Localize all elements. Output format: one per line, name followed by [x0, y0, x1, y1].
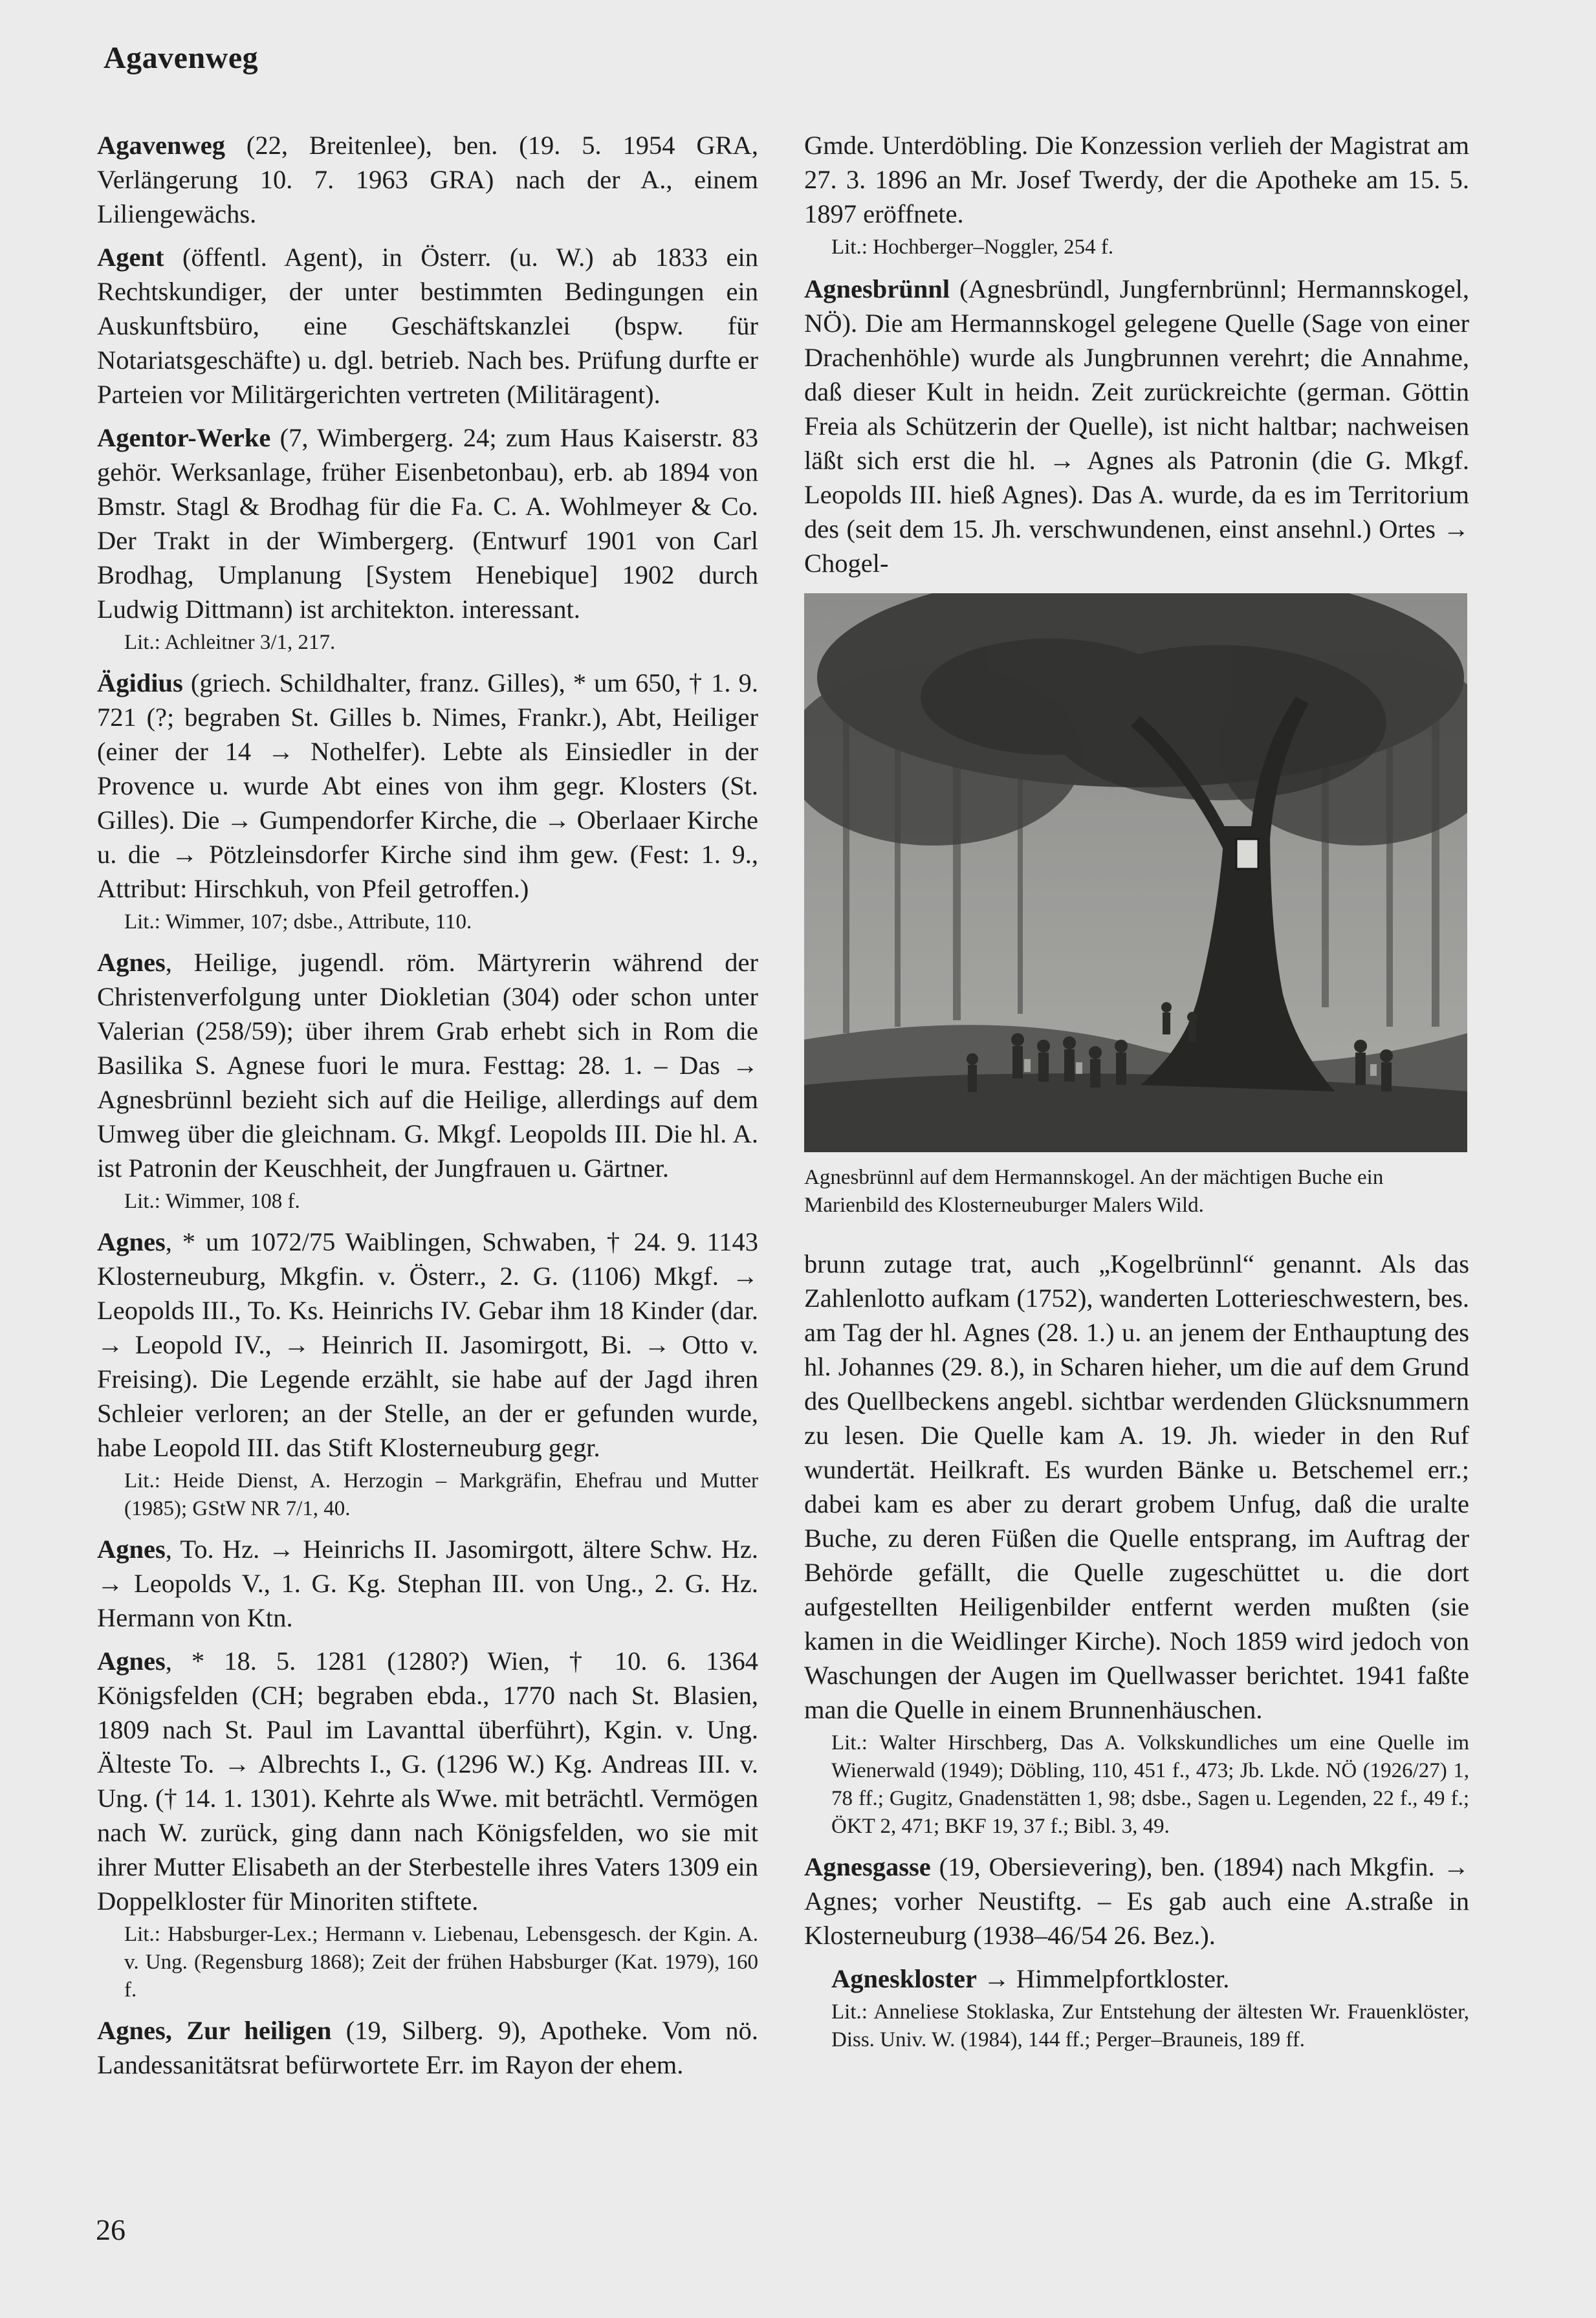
headword: Agentor-Werke	[97, 423, 271, 452]
entry-text: → Himmelpfortkloster.	[977, 1964, 1230, 1993]
right-column	[804, 128, 1469, 2063]
headword: Agnesbrünnl	[804, 274, 950, 303]
entry-agnesgasse	[804, 1850, 1469, 1952]
headword: Agnes	[97, 1227, 166, 1256]
entry-text: , Heilige, jugendl. röm. Märtyrerin während der Christenverfolgung unter Diokletian (304) oder schon unter Valerian (258/59); über ihrem Grab erhebt sich in Rom die Basilika S. Agnese fuori le mura. Festtag: 28. 1. – Das → Agnesbrünnl bezieht sich auf die Heilige, allerdings auf dem Umweg über die gleichnam. G. Mkgf. Leopolds III. Die hl. A. ist Patronin der Keuschheit, der Jungfrauen u. Gärtner.	[97, 948, 758, 1183]
headword: Agnes	[97, 1646, 166, 1676]
entry-agnes-hz	[97, 1532, 758, 1635]
headword: Agnes	[97, 948, 166, 977]
entry-text: (19, Obersievering), ben. (1894) nach Mkgfin. → Agnes; vorher Neustiftg. – Es gab auch eine A.straße in Klosterneuburg (1938–46/54 26. Bez.).	[804, 1852, 1469, 1950]
entry-agentor-werke	[97, 421, 758, 657]
headword: Agent	[97, 243, 164, 272]
entry-text: Gmde. Unterdöbling. Die Konzession verlieh der Magistrat am 27. 3. 1896 an Mr. Josef Twerdy, der die Apotheke am 15. 5. 1897 eröffnete.	[804, 131, 1469, 228]
page-number: 26	[96, 2213, 126, 2246]
entry-text: , * um 1072/75 Waiblingen, Schwaben, † 24. 9. 1143 Klosterneuburg, Mkgfin. v. Österr., 2. G. (1106) Mkgf. → Leopolds III., To. Ks. Heinrichs IV. Gebar ihm 18 Kinder (dar. → Leopold IV., → Heinrich II. Jasomirgott, Bi. → Otto v. Freising). Die Legende erzählt, sie habe auf der Jagd ihren Schleier verloren; an der Stelle, an der er gefunden wurde, habe Leopold III. das Stift Klosterneuburg gegr.	[97, 1227, 758, 1462]
headword: Agneskloster	[831, 1964, 977, 1993]
entry-text: (19, Silberg. 9), Apotheke. Vom nö. Landessanitätsrat befürwortete Err. im Rayon der ehem.	[97, 2016, 759, 2079]
entry-text: , To. Hz. → Heinrichs II. Jasomirgott, ältere Schw. Hz. → Leopolds V., 1. G. Kg. Stephan III. von Ung., 2. G. Hz. Hermann von Ktn.	[97, 1535, 758, 1632]
literature-reference: Lit.: Heide Dienst, A. Herzogin – Markgräfin, Ehefrau und Mutter (1985); GStW NR 7/1, 40.	[124, 1469, 758, 1520]
headword: Agavenweg	[97, 131, 225, 160]
entry-agnes-apotheke	[97, 2013, 758, 2082]
entry-agnes-mkgfin	[97, 1225, 758, 1523]
entry-aegidius	[97, 666, 758, 936]
literature-reference: Lit.: Achleitner 3/1, 217.	[124, 631, 336, 654]
left-column	[97, 128, 758, 2091]
engraving-illustration	[804, 593, 1467, 1152]
entry-agavenweg	[97, 128, 758, 231]
entry-text: (22, Breitenlee), ben. (19. 5. 1954 GRA, Verlängerung 10. 7. 1963 GRA) nach der A., einem Liliengewächs.	[97, 131, 758, 228]
entry-text: (griech. Schildhalter, franz. Gilles), * um 650, † 1. 9. 721 (?; begraben St. Gilles b. Nimes, Frankr.), Abt, Heiliger (einer der 14 → Nothelfer). Lebte als Einsiedler in der Provence u. wurde Abt eines von ihm gegr. Klosters (St. Gilles). Die → Gumpendorfer Kirche, die → Oberlaaer Kirche u. die → Pötzleinsdorfer Kirche sind ihm gew. (Fest: 1. 9., Attribut: Hirschkuh, von Pfeil getroffen.)	[97, 668, 758, 903]
entry-agneskloster	[804, 1962, 1469, 2054]
headword: Agnes	[97, 1535, 166, 1564]
literature-reference: Lit.: Hochberger–Noggler, 254 f.	[831, 235, 1114, 259]
entry-agnesbruennl-continued	[804, 1247, 1469, 1841]
entry-text: (Agnesbründl, Jungfernbrünnl; Hermannskogel, NÖ). Die am Hermannskogel gelegene Quelle (Sage von einer Drachenhöhle) wurde als Jungbrunnen verehrt; die Annahme, daß dieser Kult in heidn. Zeit zurückreichte (german. Göttin Freia als Schützerin der Quelle), ist nicht haltbar; nachweisen läßt sich erst die hl. → Agnes als Patronin (die G. Mkgf. Leopolds III. hieß Agnes). Das A. wurde, da es im Territorium des (seit dem 15. Jh. verschwundenen, einst ansehnl.) Ortes → Chogel-	[804, 274, 1469, 578]
entry-text: (öffentl. Agent), in Österr. (u. W.) ab 1833 ein Rechtskundiger, der unter bestimmten Bedingungen ein Auskunftsbüro, eine Geschäftskanzlei (bspw. für Notariatsgeschäfte) u. dgl. betrieb. Nach bes. Prüfung durfte er Parteien vor Militärgerichten vertreten (Militäragent).	[97, 243, 758, 409]
engraving-illustration-drawing	[804, 593, 1467, 1152]
literature-reference: Lit.: Habsburger-Lex.; Hermann v. Liebenau, Lebensgesch. der Kgin. A. v. Ung. (Regensburg 1868); Zeit der frühen Habsburger (Kat. 1979), 160 f.	[124, 1923, 758, 2002]
entry-text: (7, Wimbergerg. 24; zum Haus Kaiserstr. 83 gehör. Werksanlage, früher Eisenbetonbau), erb. ab 1894 von Bmstr. Stagl & Brodhag für die Fa. C. A. Wohlmeyer & Co. Der Trakt in der Wimbergerg. (Entwurf 1901 von Carl Brodhag, Umplanung [System Henebique] 1902 durch Ludwig Dittmann) ist architekton. interessant.	[97, 423, 758, 624]
page-header: Agavenweg	[104, 41, 259, 75]
headword: Agnesgasse	[804, 1852, 931, 1881]
literature-reference: Lit.: Anneliese Stoklaska, Zur Entstehung der ältesten Wr. Frauenklöster, Diss. Univ. W. (1984), 144 ff.; Perger–Brauneis, 189 ff.	[831, 2000, 1469, 2051]
headword: Agnes, Zur heiligen	[97, 2016, 332, 2045]
entry-apotheke-continued	[804, 128, 1469, 261]
literature-reference: Lit.: Walter Hirschberg, Das A. Volkskundliches um eine Quelle im Wienerwald (1949); Döbling, 110, 451 f., 473; Jb. Lkde. NÖ (1926/27) 1, 78 ff.; Gugitz, Gnadenstätten 1, 98; dsbe., Sagen u. Legenden, 22 f., 49 f.; ÖKT 2, 471; BKF 19, 37 f.; Bibl. 3, 49.	[831, 1731, 1469, 1838]
entry-agnes-kgin	[97, 1644, 758, 2004]
literature-reference: Lit.: Wimmer, 108 f.	[124, 1190, 300, 1213]
figure-caption: Agnesbrünnl auf dem Hermannskogel. An der mächtigen Buche ein Marienbild des Klosterneuburger Malers Wild.	[804, 1166, 1384, 1217]
literature-reference: Lit.: Wimmer, 107; dsbe., Attribute, 110.	[124, 910, 472, 934]
entry-agnesbruennl	[804, 272, 1469, 580]
entry-agnes-heilige	[97, 945, 758, 1216]
entry-agent	[97, 240, 758, 411]
headword: Ägidius	[97, 668, 183, 697]
entry-text: , * 18. 5. 1281 (1280?) Wien, † 10. 6. 1364 Königsfelden (CH; begraben ebda., 1770 nach St. Blasien, 1809 nach St. Paul im Lavanttal überführt), Kgin. v. Ung. Älteste To. → Albrechts I., G. (1296 W.) Kg. Andreas III. v. Ung. († 14. 1. 1301). Kehrte als Wwe. mit beträchtl. Vermögen nach W. zurück, ging dann nach Königsfelden, wo sie mit ihrer Mutter Elisabeth an der Sterbestelle ihres Vaters 1309 ein Doppelkloster für Minoriten stiftete.	[97, 1646, 759, 1916]
entry-text: brunn zutage trat, auch „Kogelbrünnl“ genannt. Als das Zahlenlotto aufkam (1752), wanderten Lotterieschwestern, bes. am Tag der hl. Agnes (28. 1.) u. an jenem der Enthauptung des hl. Johannes (29. 8.), in Scharen hieher, um die auf dem Grund des Quellbeckens angebl. sichtbar werdenden Glücksnummern zu lesen. Die Quelle kam A. 19. Jh. wieder in den Ruf wundertät. Heilkraft. Es wurden Bänke u. Betschemel err.; dabei kam es aber zu derart grobem Unfug, daß die uralte Buche, zu deren Füßen die Quelle entsprang, im Auftrag der Behörde gefällt, die Quelle zugeschüttet u. die dort aufgestellten Heiligenbilder entfernt werden mußten (sie kamen in die Weidlinger Kirche). Noch 1859 wird jedoch von Waschungen der Augen im Quellwasser berichtet. 1941 faßte man die Quelle in einem Brunnenhäuschen.	[804, 1249, 1469, 1724]
